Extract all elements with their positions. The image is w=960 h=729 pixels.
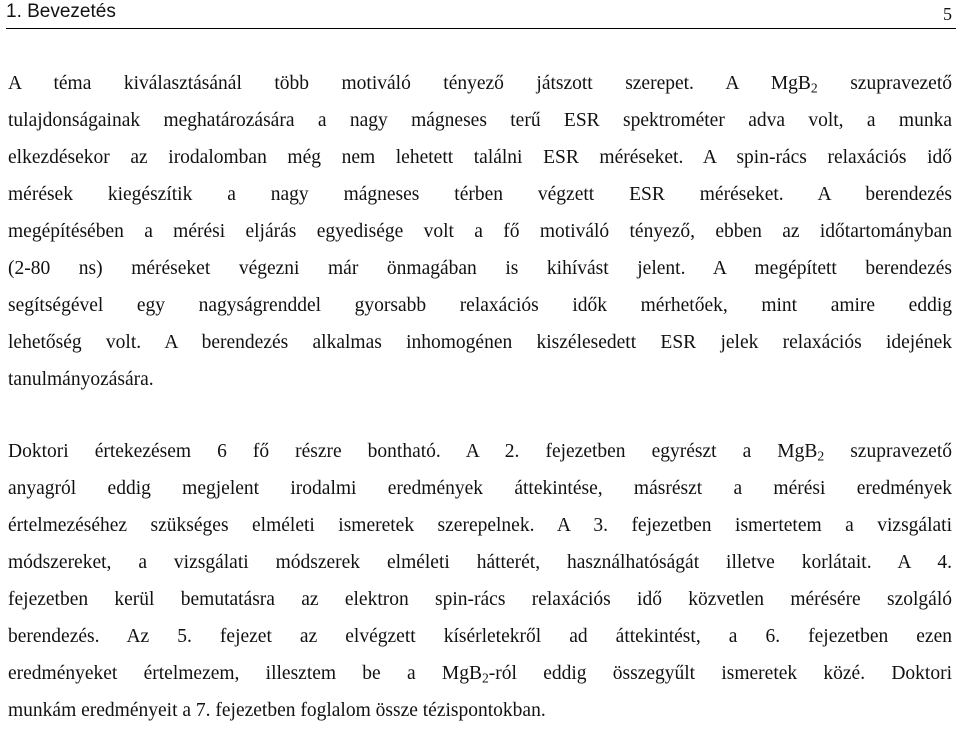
text-line: tanulmányozására. — [8, 369, 154, 390]
text-line: lehetőség volt. A berendezés alkalmas inhomogénen kiszélesedett ESR jelek relaxációs idejének — [8, 332, 952, 353]
subscript: 2 — [481, 670, 489, 686]
section-title: 1. Bevezetés — [6, 1, 116, 22]
text-line: eredményeket értelmezem, illesztem be a MgB$_2$-ról eddig összegyűlt ismeretek közé. Doktori — [8, 663, 952, 686]
text-line: tulajdonságainak meghatározására a nagy mágneses terű ESR spektrométer adva volt, a munka — [8, 110, 952, 131]
text-line: mérések kiegészítik a nagy mágneses térben végzett ESR méréseket. A berendezés — [8, 184, 952, 205]
text-line: berendezés. Az 5. fejezet az elvégzett kísérletekről ad áttekintést, a 6. fejezetben ezen — [8, 626, 952, 647]
paragraph-gap — [8, 398, 952, 433]
text-line: fejezetben kerül bemutatásra az elektron spin-rács relaxációs idő közvetlen mérésére szolgáló — [8, 589, 952, 610]
text-line: megépítésében a mérési eljárás egyedisége volt a fő motiváló tényező, ebben az időtartományban — [8, 221, 952, 242]
paragraph-motivation — [8, 65, 952, 398]
paragraph-structure — [8, 433, 952, 729]
text-line: Doktori értekezésem 6 fő részre bontható. A 2. fejezetben egyrészt a MgB$_2$ szupravezető — [8, 441, 952, 464]
page-number: 5 — [943, 4, 952, 24]
text-line: értelmezéséhez szükséges elméleti ismeretek szerepelnek. A 3. fejezetben ismertetem a vizsgálati — [8, 515, 952, 536]
text-line: (2-80 ns) méréseket végezni már önmagában is kihívást jelent. A megépített berendezés — [8, 258, 952, 279]
subscript: 2 — [810, 80, 818, 96]
subscript: 2 — [817, 448, 825, 464]
text-line: módszereket, a vizsgálati módszerek elméleti hátterét, használhatóságát illetve korlátait. A 4. — [8, 552, 952, 573]
text-line: segítségével egy nagyságrenddel gyorsabb relaxációs idők mérhetőek, mint amire eddig — [8, 295, 952, 316]
text-line: A téma kiválasztásánál több motiváló tényező játszott szerepet. A MgB$_2$ szupravezető — [8, 73, 952, 96]
body-text — [8, 65, 952, 729]
text-line: anyagról eddig megjelent irodalmi eredmények áttekintése, másrészt a mérési eredmények — [8, 478, 952, 499]
text-line: munkám eredményeit a 7. fejezetben foglalom össze tézispontokban. — [8, 700, 546, 721]
text-line: elkezdésekor az irodalomban még nem lehetett találni ESR méréseket. A spin-rács relaxációs idő — [8, 147, 952, 168]
page-header — [6, 0, 956, 29]
